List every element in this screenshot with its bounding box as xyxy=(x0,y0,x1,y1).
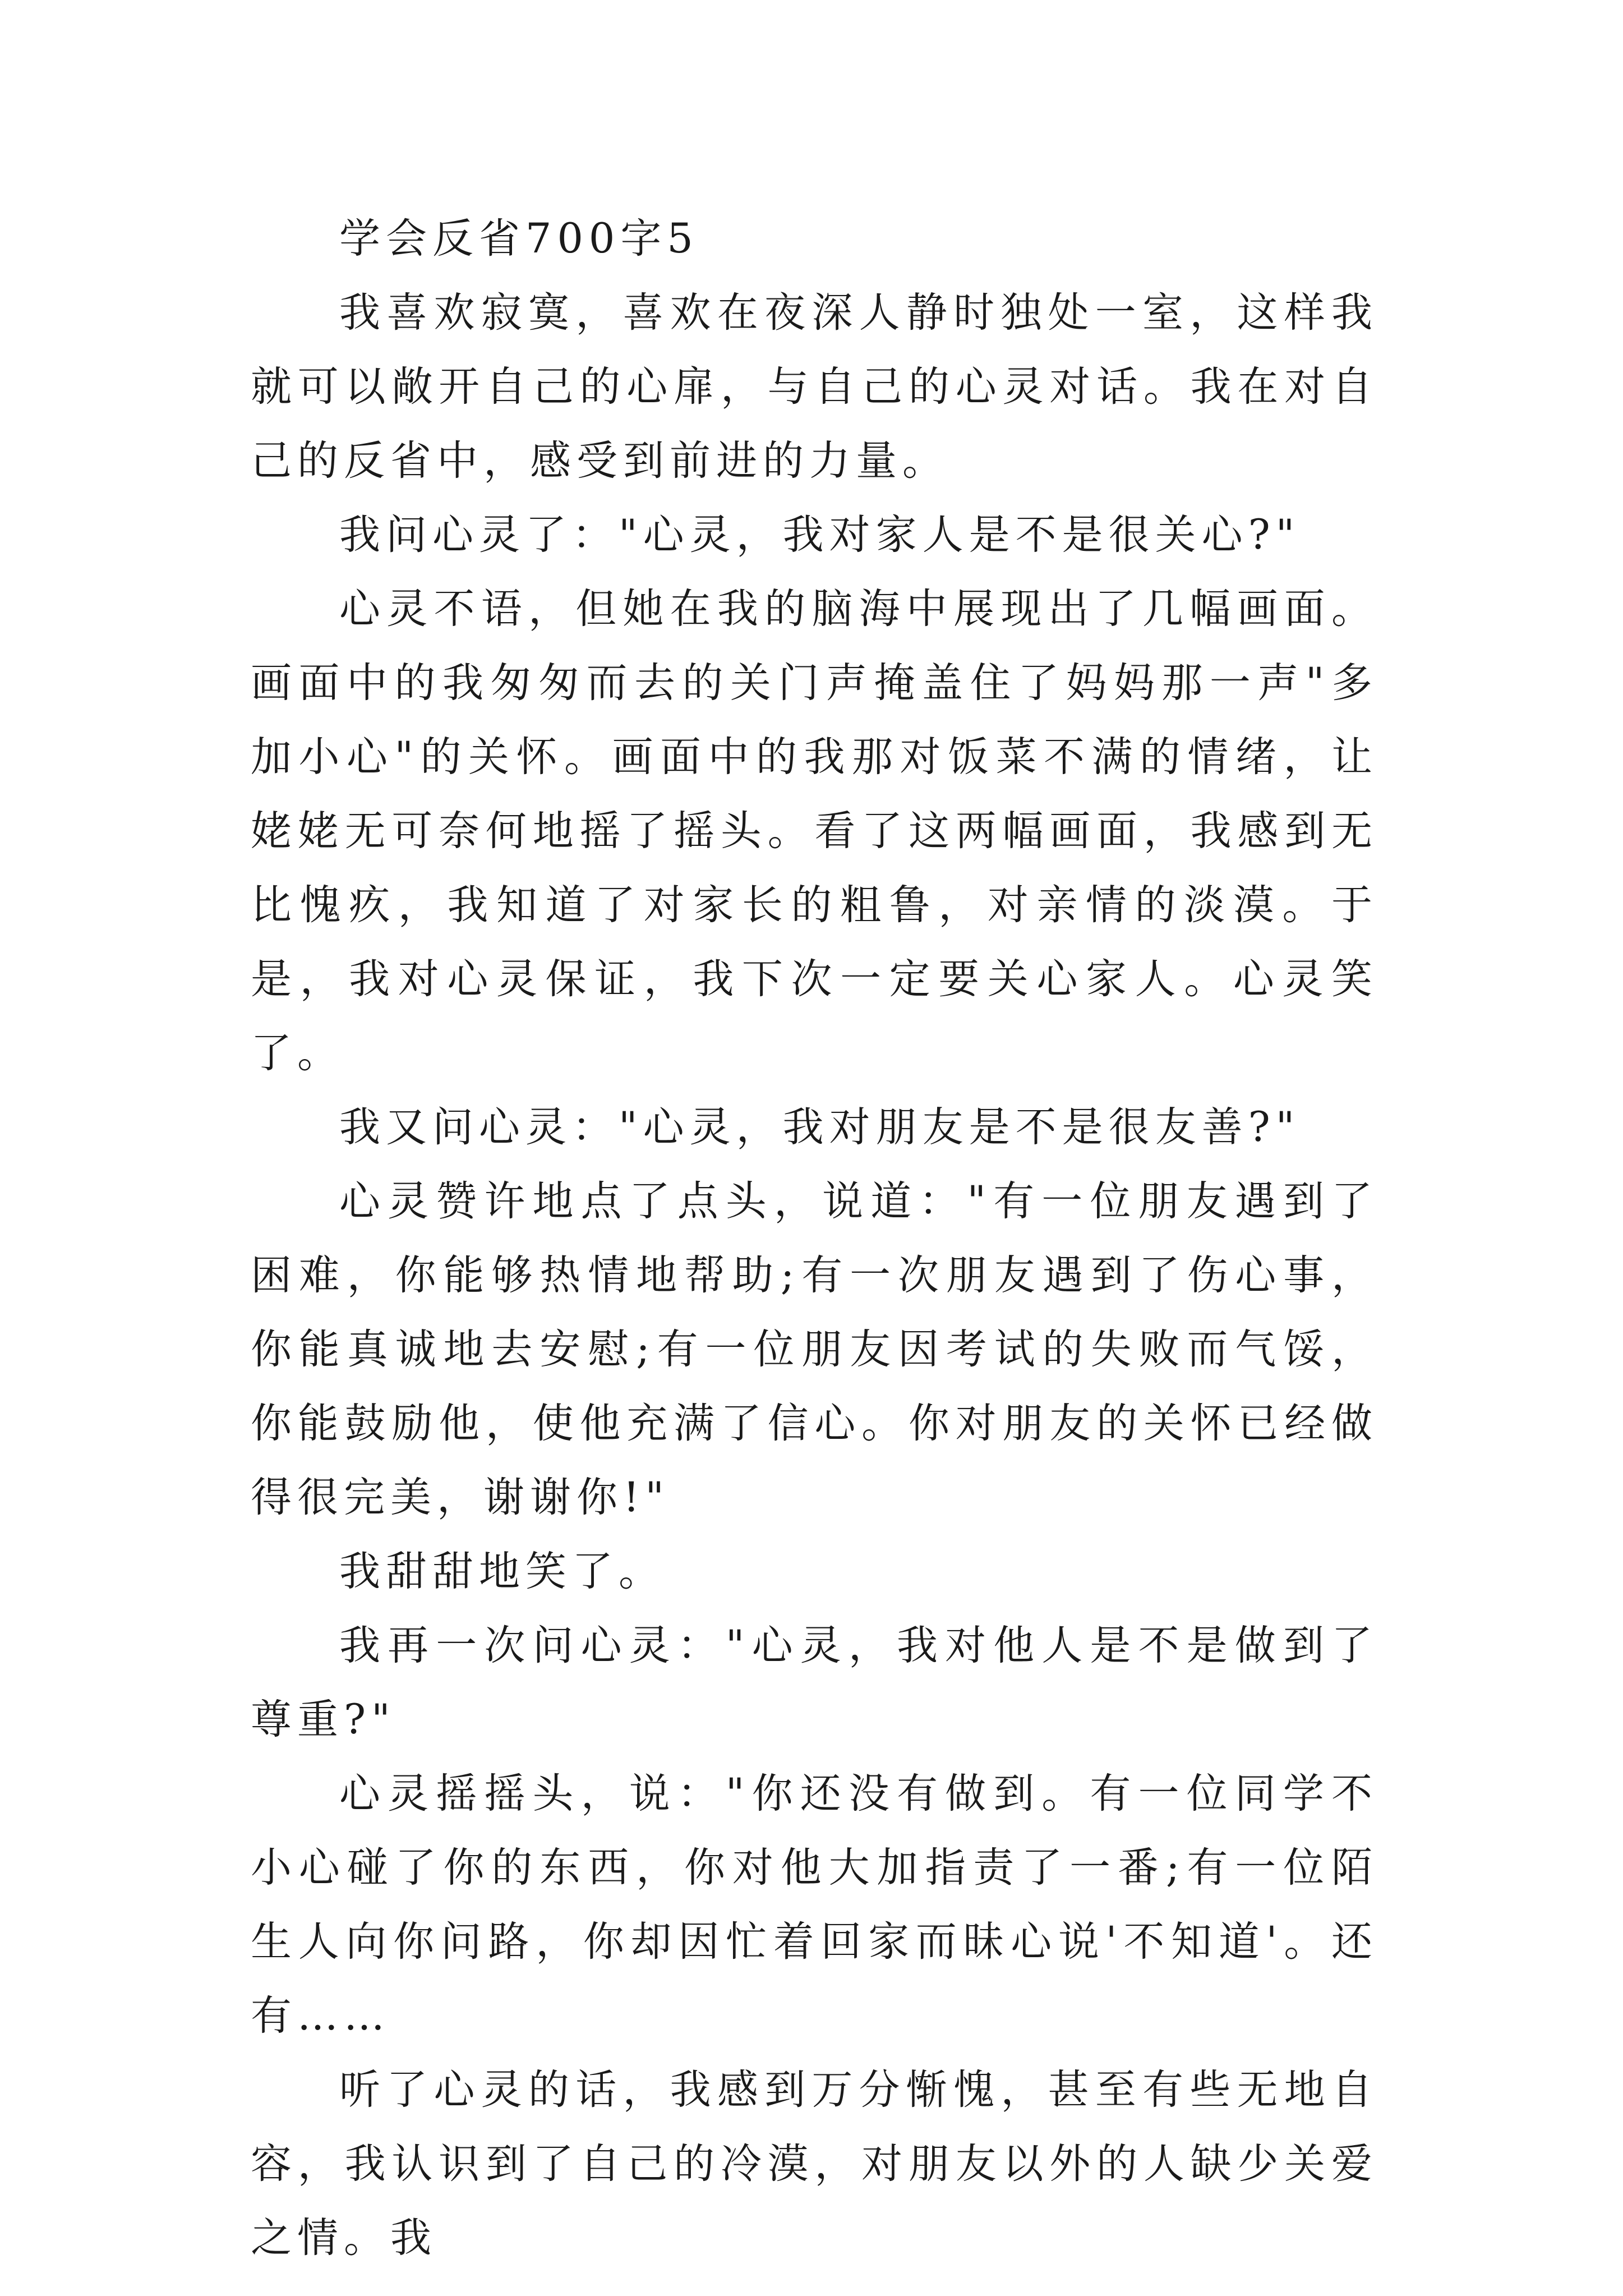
paragraph: 我问心灵了："心灵，我对家人是不是很关心?" xyxy=(339,511,1301,559)
paragraph: 我甜甜地笑了。 xyxy=(339,1548,665,1595)
paragraph: 听了心灵的话，我感到万分惭愧，甚至有些无地自容，我认识到了自己的冷漠，对朋友以外的人缺少关爱之情。我 xyxy=(251,2066,1378,2262)
paragraph: 我喜欢寂寞，喜欢在夜深人静时独处一室，这样我就可以敞开自己的心扉，与自己的心灵对话。我在对自己的反省中，感受到前进的力量。 xyxy=(251,289,1378,485)
document-title: 学会反省700字5 xyxy=(339,215,699,263)
paragraph: 我又问心灵："心灵，我对朋友是不是很友善?" xyxy=(339,1103,1301,1151)
paragraph: 我再一次问心灵："心灵，我对他人是不是做到了尊重?" xyxy=(251,1622,1378,1743)
document-body xyxy=(251,202,1378,2275)
paragraph: 心灵摇摇头，说："你还没有做到。有一位同学不小心碰了你的东西，你对他大加指责了一番;有一位陌生人向你问路，你却因忙着回家而昧心说'不知道'。还有…… xyxy=(251,1770,1378,2040)
paragraph: 心灵赞许地点了点头，说道："有一位朋友遇到了困难，你能够热情地帮助;有一次朋友遇到了伤心事，你能真诚地去安慰;有一位朋友因考试的失败而气馁，你能鼓励他，使他充满了信心。你对朋友的关怀已经做得很完美，谢谢你!" xyxy=(251,1177,1378,1521)
paragraph: 心灵不语，但她在我的脑海中展现出了几幅画面。画面中的我匆匆而去的关门声掩盖住了妈妈那一声"多加小心"的关怀。画面中的我那对饭菜不满的情绪，让姥姥无可奈何地摇了摇头。看了这两幅画面，我感到无比愧疚，我知道了对家长的粗鲁，对亲情的淡漠。于是，我对心灵保证，我下次一定要关心家人。心灵笑了。 xyxy=(251,585,1378,1077)
